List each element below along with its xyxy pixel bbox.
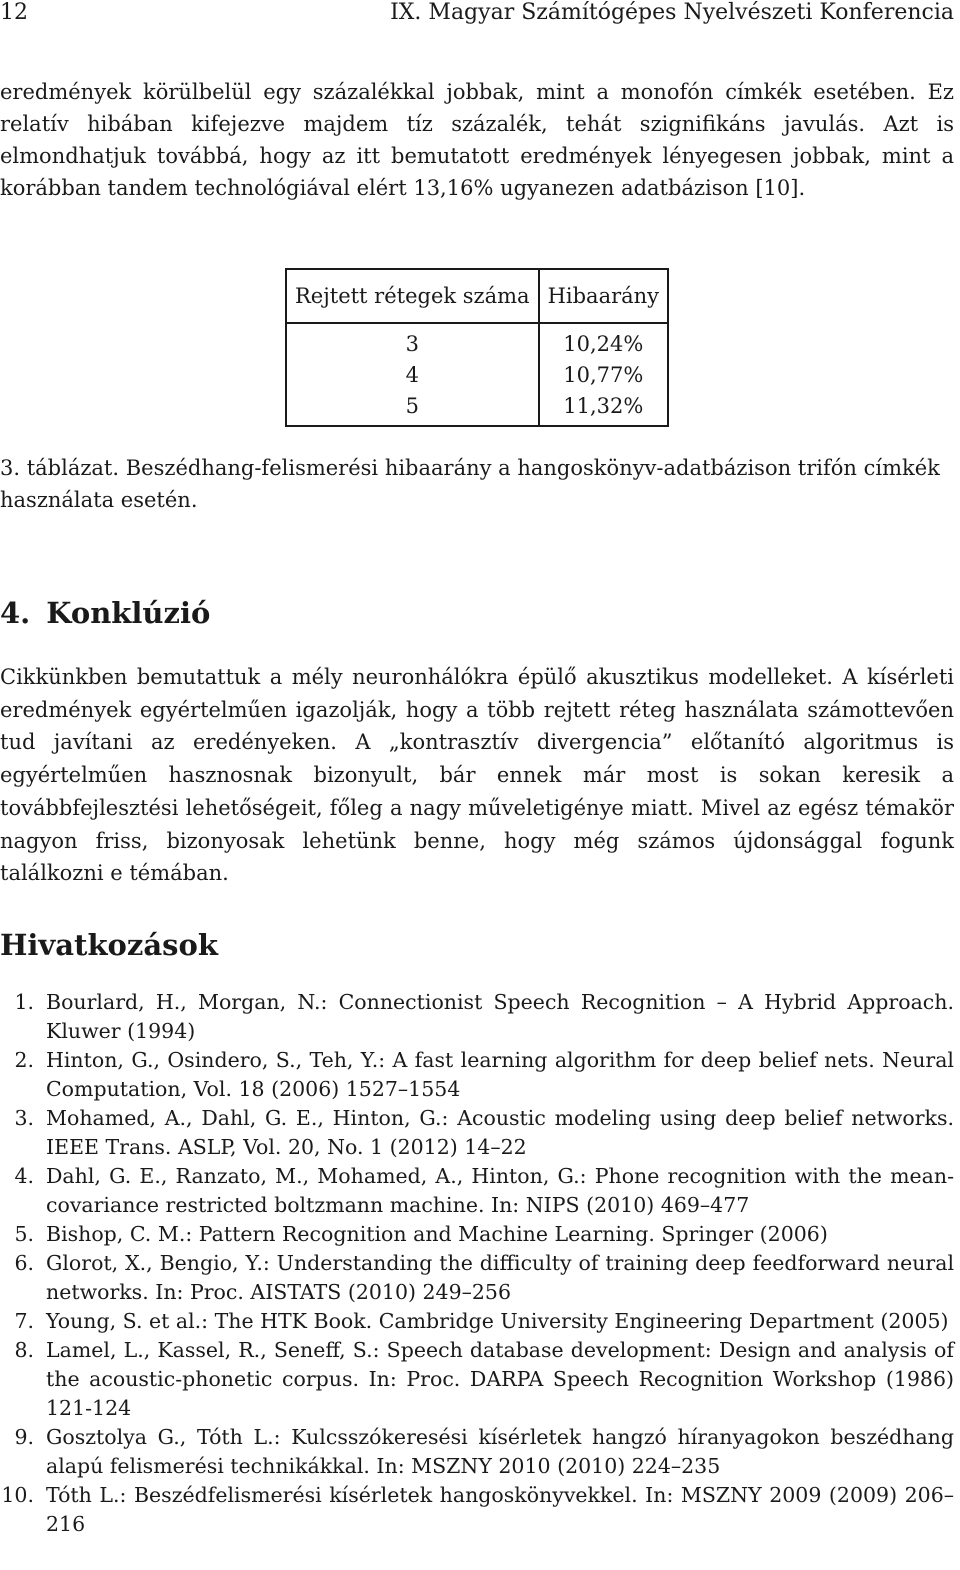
reference-number: 2. [14,1048,34,1072]
reference-list [0,988,954,1539]
references-heading: Hivatkozások [0,928,218,962]
reference-number: 1. [14,990,34,1014]
table-row [286,390,668,426]
table-cell: 3 [286,323,539,359]
reference-text: Young, S. et al.: The HTK Book. Cambridge University Engineering Department (2005) [46,1309,949,1333]
reference-item [0,1104,954,1162]
reference-number: 5. [14,1222,34,1246]
reference-text: Lamel, L., Kassel, R., Seneff, S.: Speech database development: Design and analysis of the acoustic-phonetic corpus. In: Proc. DARPA Speech Recognition Workshop (1986) 121-124 [46,1338,954,1420]
reference-item [0,1162,954,1220]
reference-text: Gosztolya G., Tóth L.: Kulcsszókeresési kísérletek hangzó híranyagokon beszédhang alapú felismerési technikákkal. In: MSZNY 2010 (2010) 224–235 [46,1425,954,1478]
reference-item [0,1336,954,1423]
reference-number: 8. [14,1338,34,1362]
reference-item [0,1249,954,1307]
table-header-cell: Hibaarány [539,269,668,323]
reference-item [0,1423,954,1481]
reference-item [0,1220,954,1249]
reference-number: 4. [14,1164,34,1188]
reference-text: Hinton, G., Osindero, S., Teh, Y.: A fast learning algorithm for deep belief nets. Neural Computation, Vol. 18 (2006) 1527–1554 [46,1048,954,1101]
running-title: IX. Magyar Számítógépes Nyelvészeti Konferencia [390,0,954,25]
table-caption [0,452,954,516]
table-row [286,323,668,359]
reference-item [0,988,954,1046]
table-cell: 11,32% [539,390,668,426]
reference-item [0,1046,954,1104]
table-cell: 4 [286,359,539,390]
reference-text: Bishop, C. M.: Pattern Recognition and Machine Learning. Springer (2006) [46,1222,828,1246]
reference-number: 3. [14,1106,34,1130]
table-header-cell: Rejtett rétegek száma [286,269,539,323]
table-header-row [286,269,668,323]
reference-text: Mohamed, A., Dahl, G. E., Hinton, G.: Acoustic modeling using deep belief networks. IEEE Trans. ASLP, Vol. 20, No. 1 (2012) 14–22 [46,1106,954,1159]
table-cell: 5 [286,390,539,426]
table-row [286,359,668,390]
reference-text: Glorot, X., Bengio, Y.: Understanding the difficulty of training deep feedforward neural networks. In: Proc. AISTATS (2010) 249–256 [46,1251,954,1304]
reference-item [0,1307,954,1336]
page-number: 12 [0,0,28,25]
table-caption-text: Beszédhang-felismerési hibaarány a hangoskönyv-adatbázison trifón címkék használata esetén. [0,456,940,512]
section-heading [0,596,210,630]
reference-text: Dahl, G. E., Ranzato, M., Mohamed, A., Hinton, G.: Phone recognition with the mean-covariance restricted boltzmann machine. In: NIPS (2010) 469–477 [46,1164,954,1217]
results-table [285,268,669,427]
reference-number: 7. [14,1309,34,1333]
intro-paragraph: eredmények körülbelül egy százalékkal jobbak, mint a monofón címkék esetében. Ez relatív hibában kifejezve majdem tíz százalék, tehát szignifikáns javulás. Azt is elmondhatjuk továbbá, hogy az itt bemutatott eredmények lényegesen jobbak, mint a korábban tandem technológiával elért 13,16% ugyanezen adatbázison [10]. [0,80,954,200]
table-cell: 10,77% [539,359,668,390]
reference-text: Tóth L.: Beszédfelismerési kísérletek hangoskönyvekkel. In: MSZNY 2009 (2009) 206–216 [46,1483,954,1536]
section-number: 4. [0,596,31,630]
conclusion-paragraph: Cikkünkben bemutattuk a mély neuronhálókra épülő akusztikus modelleket. A kísérleti eredmények egyértelműen igazolják, hogy a több rejtett réteg használata számottevően tud javítani az eredényeken. A „kontrasztív divergencia” előtanító algoritmus is egyértelműen hasznosnak bizonyult, bár ennek már most is sokan keresik a továbbfejlesztési lehetőségeit, főleg a nagy műveletigénye miatt. Mivel az egész témakör nagyon friss, bizonyosak lehetünk benne, hogy még számos újdonsággal fogunk találkozni e témában. [0,665,954,886]
reference-text: Bourlard, H., Morgan, N.: Connectionist Speech Recognition – A Hybrid Approach. Kluwer (1994) [46,990,954,1043]
reference-number: 10. [1,1483,34,1507]
reference-item [0,1481,954,1539]
page-header [0,0,954,30]
reference-number: 9. [14,1425,34,1449]
table-caption-label: 3. táblázat. [0,456,120,480]
results-table-wrapper [285,268,669,427]
section-title: Konklúzió [46,596,211,630]
reference-number: 6. [14,1251,34,1275]
table-cell: 10,24% [539,323,668,359]
